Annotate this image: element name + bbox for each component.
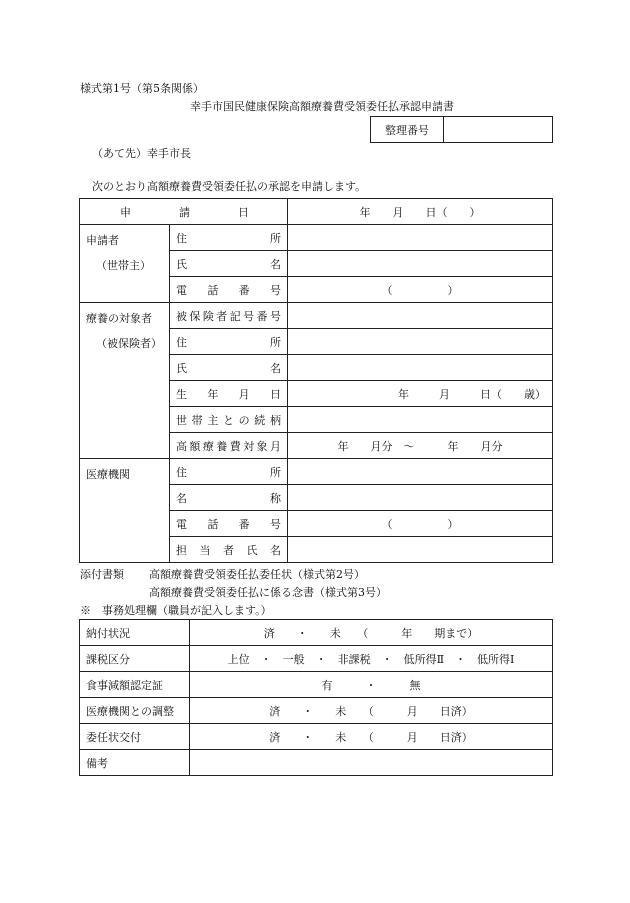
patient-address-field[interactable] xyxy=(288,329,553,355)
meal-reduction-field[interactable]: 有 ・ 無 xyxy=(190,672,553,698)
proxy-delivery-field[interactable]: 済 ・ 未 （ 月 日済） xyxy=(190,724,553,750)
hospital-phone-field[interactable]: （ ） xyxy=(288,511,553,537)
hospital-group-label: 医療機関 xyxy=(80,459,170,563)
seiri-number-label: 整理番号 xyxy=(371,117,444,143)
remarks-label: 備考 xyxy=(80,750,190,776)
application-table xyxy=(79,198,553,563)
table-row xyxy=(80,724,553,750)
applicant-address-field[interactable] xyxy=(288,225,553,251)
remarks-field[interactable] xyxy=(190,750,553,776)
patient-group-label: 療養の対象者 （被保険者） xyxy=(80,303,170,459)
table-row xyxy=(80,459,553,485)
applicant-name-field[interactable] xyxy=(288,251,553,277)
table-row xyxy=(80,698,553,724)
table-row xyxy=(80,646,553,672)
meal-reduction-label: 食事減額認定証 xyxy=(80,672,190,698)
seiri-number-field[interactable] xyxy=(444,117,553,143)
payment-status-label: 納付状況 xyxy=(80,620,190,646)
hospital-name-field[interactable] xyxy=(288,485,553,511)
hospital-address-label: 住 所 xyxy=(170,459,288,485)
attachments-label: 添付書類 xyxy=(80,568,124,581)
apply-date-field[interactable]: 年 月 日（ ） xyxy=(288,199,553,225)
patient-name-field[interactable] xyxy=(288,355,553,381)
birthdate-field[interactable]: 年 月 日（ 歳） xyxy=(288,381,553,407)
relation-field[interactable] xyxy=(288,407,553,433)
insurance-number-field[interactable] xyxy=(288,303,553,329)
contact-person-field[interactable] xyxy=(288,537,553,563)
applicant-group-label: 申請者 （世帯主） xyxy=(80,225,170,303)
hospital-phone-label: 電 話 番 号 xyxy=(170,511,288,537)
table-row xyxy=(80,620,553,646)
patient-address-label: 住 所 xyxy=(170,329,288,355)
table-row xyxy=(80,672,553,698)
contact-person-label: 担 当 者 氏 名 xyxy=(170,537,288,563)
target-month-label: 高 額 療 養 費 対 象 月 xyxy=(170,433,288,459)
patient-name-label: 氏 名 xyxy=(170,355,288,381)
table-row xyxy=(80,750,553,776)
applicant-phone-field[interactable]: （ ） xyxy=(288,277,553,303)
birthdate-label: 生 年 月 日 xyxy=(170,381,288,407)
insurance-number-label: 被 保 険 者 記 号 番 号 xyxy=(170,303,288,329)
hospital-coordination-field[interactable]: 済 ・ 未 （ 月 日済） xyxy=(190,698,553,724)
intro-text: 次のとおり高額療養費受領委任払の承認を申請します。 xyxy=(92,180,367,193)
office-processing-table xyxy=(79,619,553,776)
addressee: （あて先）幸手市長 xyxy=(92,147,191,160)
seiri-number-box xyxy=(370,116,553,143)
office-use-note: ※ 事務処理欄（職員が記入します。） xyxy=(80,604,272,617)
table-row xyxy=(80,303,553,329)
payment-status-field[interactable]: 済 ・ 未 （ 年 期まで） xyxy=(190,620,553,646)
hospital-address-field[interactable] xyxy=(288,459,553,485)
hospital-coordination-label: 医療機関との調整 xyxy=(80,698,190,724)
attachment-item-2: 高額療養費受領委任払に係る念書（様式第3号） xyxy=(149,586,387,599)
applicant-address-label: 住 所 xyxy=(170,225,288,251)
applicant-name-label: 氏 名 xyxy=(170,251,288,277)
table-row xyxy=(80,225,553,251)
form-number: 様式第1号（第5条関係） xyxy=(80,82,204,95)
document-title: 幸手市国民健康保険高額療養費受領委任払承認申請書 xyxy=(190,100,454,113)
tax-class-field[interactable]: 上位 ・ 一般 ・ 非課税 ・ 低所得Ⅱ ・ 低所得Ⅰ xyxy=(190,646,553,672)
apply-date-label: 申 請 日 xyxy=(80,199,288,225)
target-month-field[interactable]: 年 月分 〜 年 月分 xyxy=(288,433,553,459)
applicant-phone-label: 電 話 番 号 xyxy=(170,277,288,303)
table-row xyxy=(80,199,553,225)
attachment-item-1: 高額療養費受領委任払委任状（様式第2号） xyxy=(149,568,365,581)
hospital-name-label: 名 称 xyxy=(170,485,288,511)
relation-label: 世 帯 主 と の 続 柄 xyxy=(170,407,288,433)
proxy-delivery-label: 委任状交付 xyxy=(80,724,190,750)
tax-class-label: 課税区分 xyxy=(80,646,190,672)
